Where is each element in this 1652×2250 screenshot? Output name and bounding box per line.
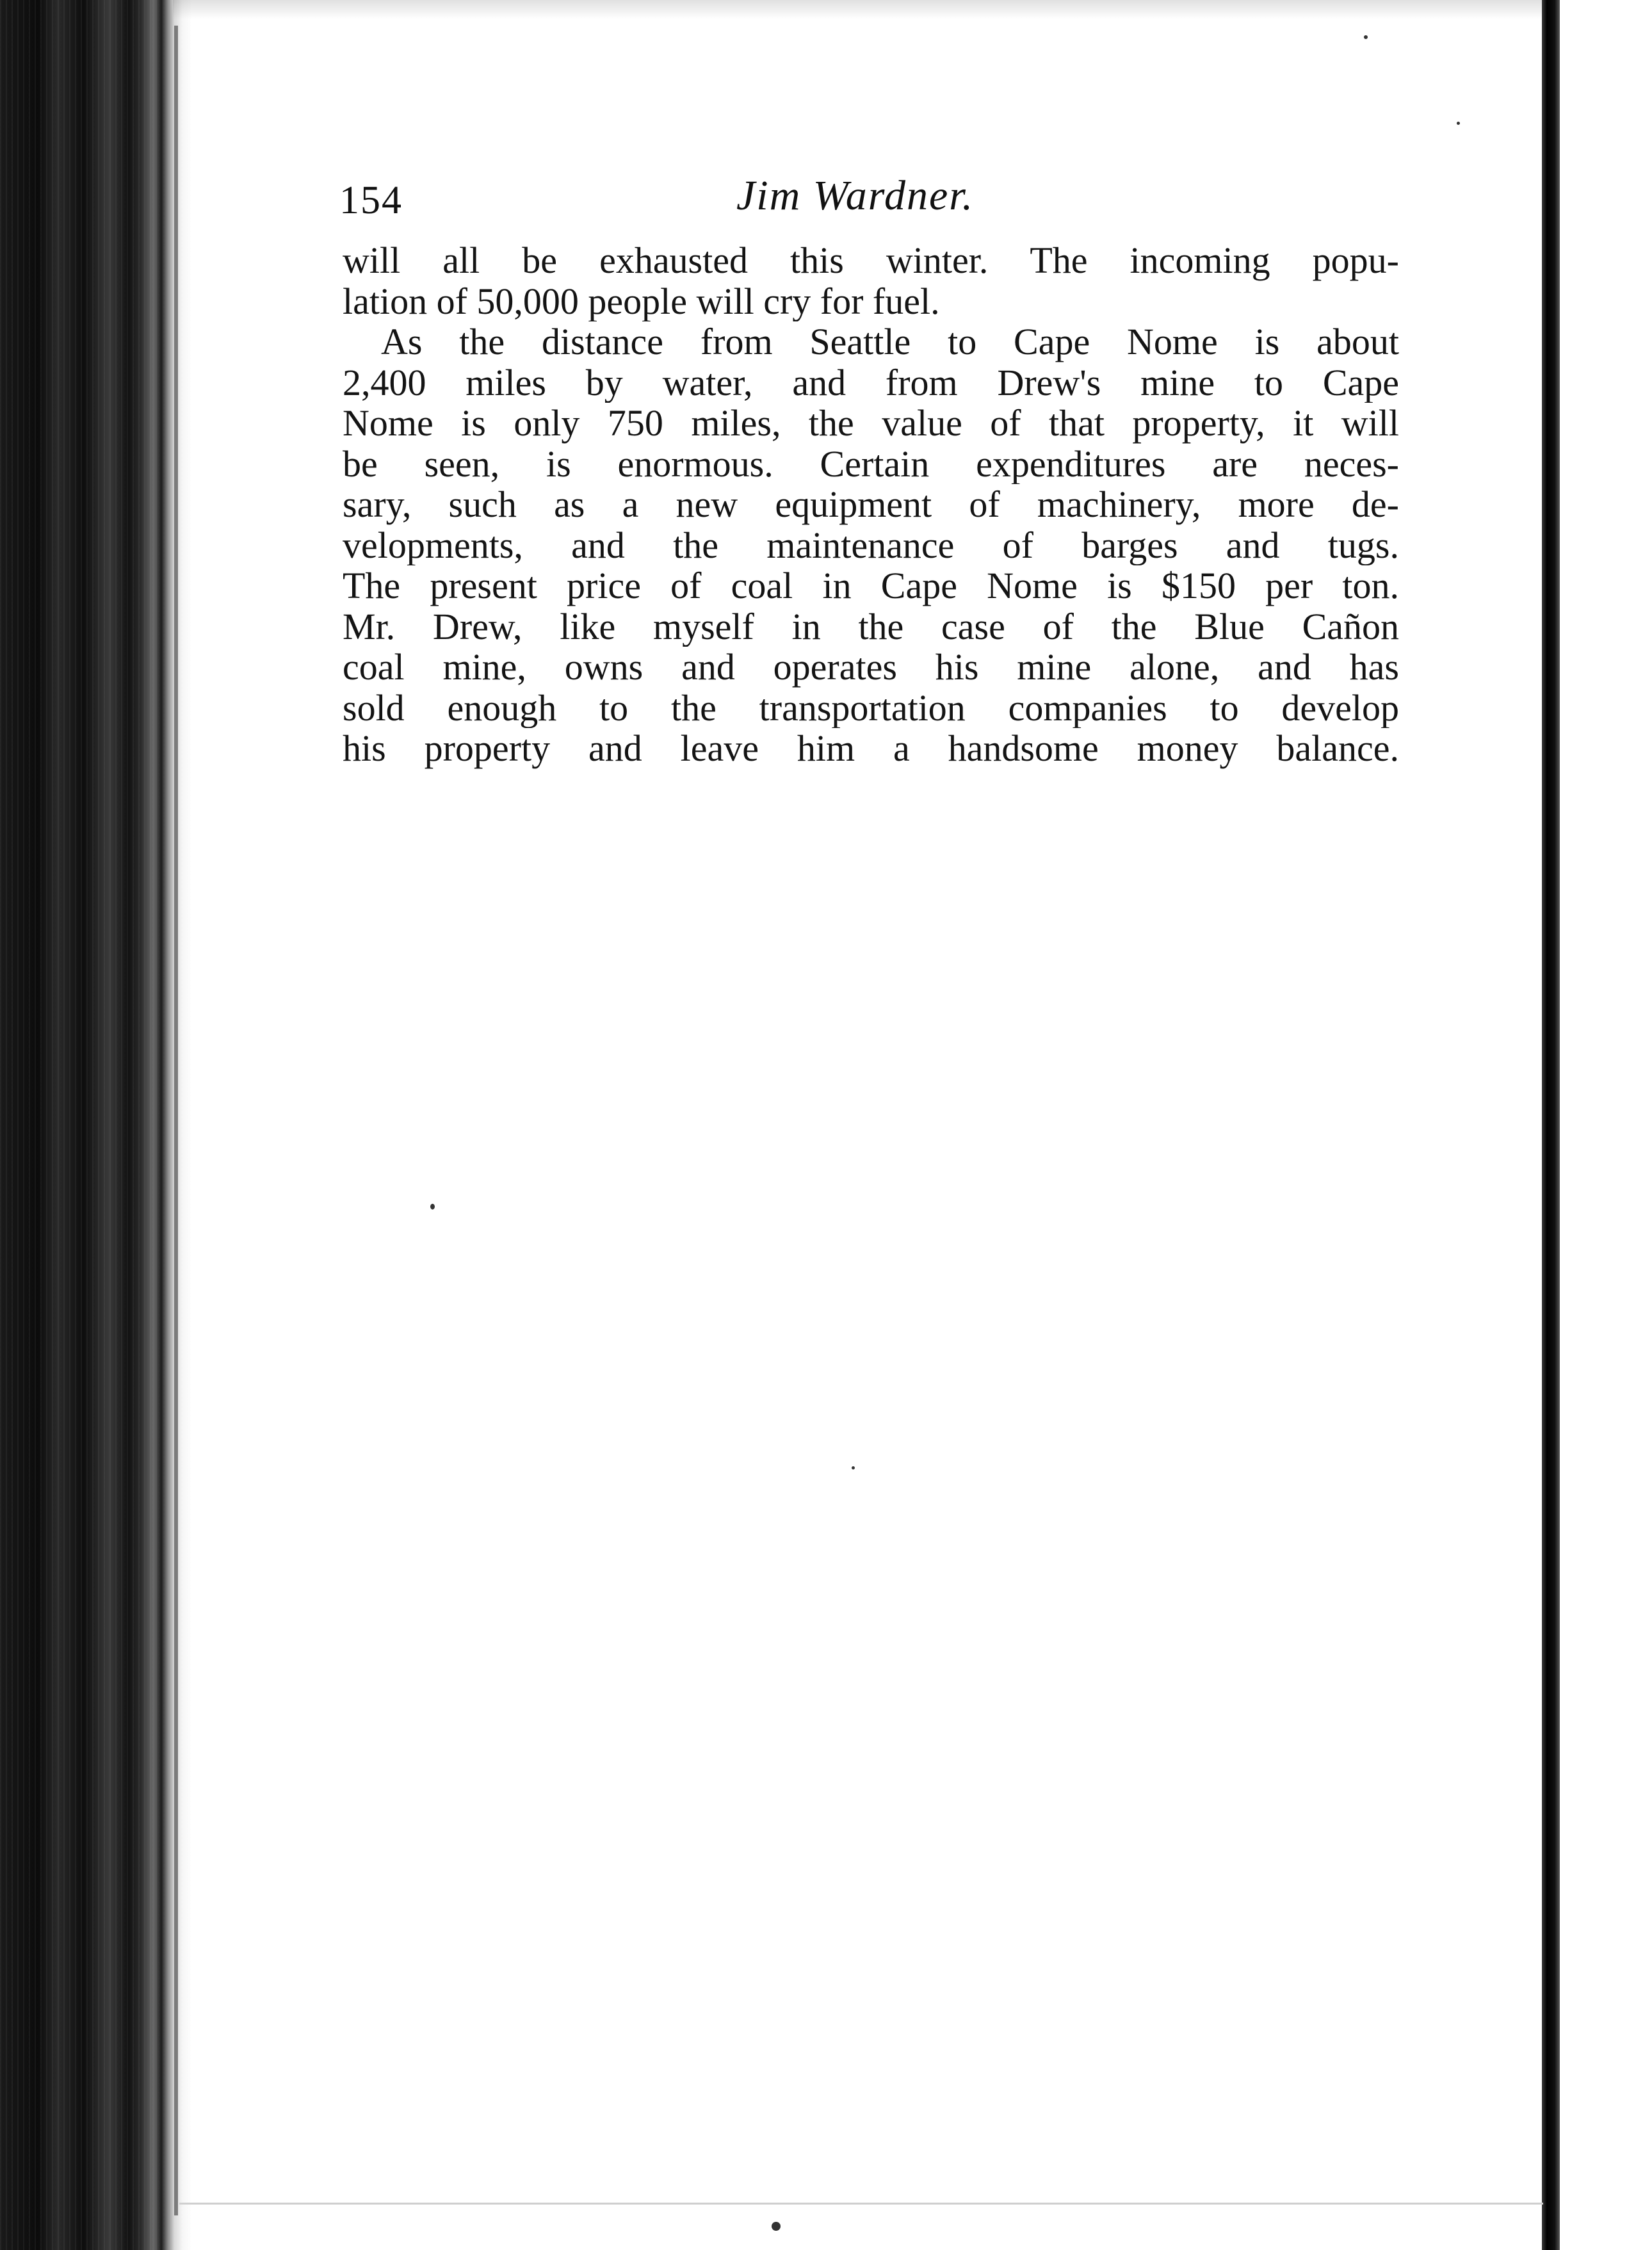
spine-texture — [0, 0, 160, 2250]
text-line: Mr. Drew, like myself in the case of the Blue Cañon — [343, 606, 1399, 647]
text-line: lation of 50,000 people will cry for fuel. — [343, 280, 940, 321]
page-edge — [174, 26, 178, 2215]
running-head: Jim Wardner. — [736, 172, 975, 219]
scan-speck — [1364, 35, 1368, 39]
text-line: be seen, is enormous. Certain expenditures are neces- — [343, 443, 1399, 484]
text-line: The present price of coal in Cape Nome is $150 per ton. — [343, 565, 1399, 606]
text-line: velopments, and the maintenance of barges and tugs. — [343, 524, 1399, 565]
text-line: sary, such as a new equipment of machinery, more de- — [343, 484, 1399, 525]
paragraph-2 — [343, 321, 1399, 769]
scan-speck — [1457, 122, 1460, 125]
right-margin — [1560, 0, 1652, 2250]
body-text — [343, 240, 1399, 769]
bottom-edge — [179, 2203, 1543, 2205]
right-page-border — [1542, 0, 1560, 2250]
page-number: 154 — [339, 179, 403, 222]
text-line: coal mine, owns and operates his mine alone, and has — [343, 647, 1399, 688]
text-line: will all be exhausted this winter. The incoming popu- — [343, 240, 1399, 281]
scan-speck — [430, 1204, 435, 1210]
top-shadow — [173, 0, 1543, 19]
scan-speck — [852, 1466, 855, 1469]
text-line: Nome is only 750 miles, the value of that property, it will — [343, 403, 1399, 444]
text-line: 2,400 miles by water, and from Drew's mine to Cape — [343, 362, 1399, 403]
scan-speck — [772, 2222, 781, 2231]
text-line: sold enough to the transportation companies to develop — [343, 687, 1399, 728]
text-line: his property and leave him a handsome money balance. — [343, 728, 1399, 769]
page-header — [339, 159, 1396, 229]
text-line: As the distance from Seattle to Cape Nome is about — [381, 321, 1399, 362]
paragraph-1 — [343, 240, 1399, 321]
